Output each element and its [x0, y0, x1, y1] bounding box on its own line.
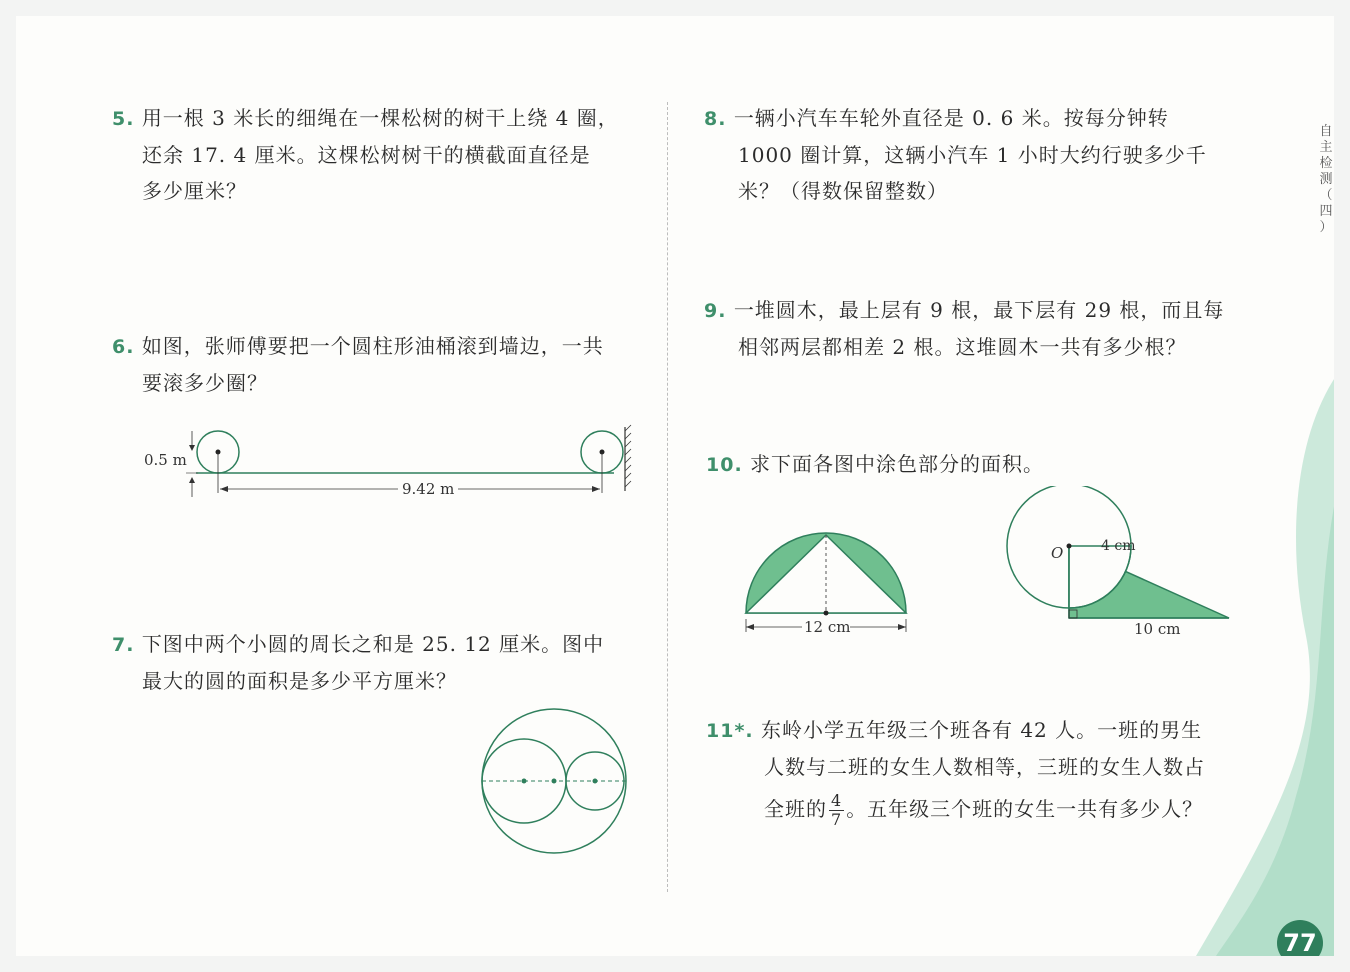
- question-11: [706, 712, 1205, 833]
- question-text-line: 东岭小学五年级三个班各有 42 人。一班的男生: [760, 718, 1203, 742]
- side-label-char: （: [1319, 188, 1333, 203]
- page-divider: [667, 102, 668, 892]
- question-text-line: 一堆圆木，最上层有 9 根，最下层有 29 根，而且每: [733, 298, 1225, 322]
- question-text-line: 求下面各图中涂色部分的面积。: [750, 452, 1045, 476]
- question-5: [112, 100, 619, 209]
- semicircle-figure: [738, 531, 918, 651]
- question-text-line: 相邻两层都相差 2 根。这堆圆木一共有多少根？: [738, 335, 1187, 359]
- question-text-line: 全班的: [764, 797, 827, 821]
- triangle-base-label: 10 cm: [1134, 620, 1181, 638]
- question-text-line: 下图中两个小圆的周长之和是 25. 12 厘米。图中: [141, 632, 605, 656]
- question-number: 7.: [112, 634, 135, 656]
- side-label-char: 测: [1319, 172, 1333, 187]
- question-number: 10.: [706, 454, 743, 476]
- question-text-line: 多少厘米？: [142, 179, 247, 203]
- question-text-line: 人数与二班的女生人数相等，三班的女生人数占: [764, 755, 1205, 779]
- question-number: 9.: [704, 300, 727, 322]
- side-label-char: ）: [1319, 220, 1333, 235]
- fraction-numerator: 4: [831, 791, 843, 810]
- question-10: [706, 446, 1044, 483]
- side-label-char: 自: [1319, 124, 1333, 139]
- question-text-line: 如图，张师傅要把一个圆柱形油桶滚到墙边，一共: [141, 334, 604, 358]
- side-label-char: 检: [1319, 156, 1333, 171]
- question-text-line: 还余 17. 4 厘米。这棵松树树干的横截面直径是: [142, 143, 591, 167]
- base-label: 12 cm: [804, 618, 851, 636]
- oil-drum-diagram: [136, 421, 636, 501]
- side-label-char: 主: [1319, 140, 1333, 155]
- circle-triangle-figure: [1001, 486, 1231, 641]
- question-number: 5.: [112, 108, 135, 130]
- question-text-line: 一辆小汽车车轮外直径是 0. 6 米。按每分钟转: [733, 106, 1169, 130]
- question-number: 6.: [112, 336, 135, 358]
- question-text-line: 最大的圆的面积是多少平方厘米？: [142, 669, 457, 693]
- question-9: [704, 292, 1224, 365]
- nested-circles-diagram: [476, 706, 636, 856]
- question-8: [704, 100, 1207, 209]
- workbook-page: [16, 16, 1334, 956]
- question-7: [112, 626, 604, 699]
- question-text-line: 要滚多少圈？: [142, 371, 268, 395]
- question-number: 8.: [704, 108, 727, 130]
- side-label-char: 四: [1319, 204, 1333, 219]
- question-text-line: 。五年级三个班的女生一共有多少人？: [846, 797, 1204, 821]
- diameter-label: 0.5 m: [144, 451, 187, 469]
- question-text-line: 用一根 3 米长的细绳在一棵松树的树干上绕 4 圈，: [141, 106, 619, 130]
- question-6: [112, 328, 604, 401]
- radius-label: 4 cm: [1101, 538, 1136, 554]
- section-side-label: [1316, 124, 1334, 236]
- question-text-line: 1000 圈计算，这辆小汽车 1 小时大约行驶多少千: [738, 143, 1207, 167]
- page-number: 77: [1277, 920, 1323, 956]
- distance-label: 9.42 m: [402, 480, 455, 498]
- question-text-line: 米？（得数保留整数）: [738, 179, 948, 203]
- center-label: O: [1051, 544, 1064, 562]
- fraction: [829, 792, 844, 829]
- decorative-wave: [1176, 376, 1334, 956]
- fraction-denominator: 7: [831, 810, 843, 829]
- question-number: 11*.: [706, 720, 754, 742]
